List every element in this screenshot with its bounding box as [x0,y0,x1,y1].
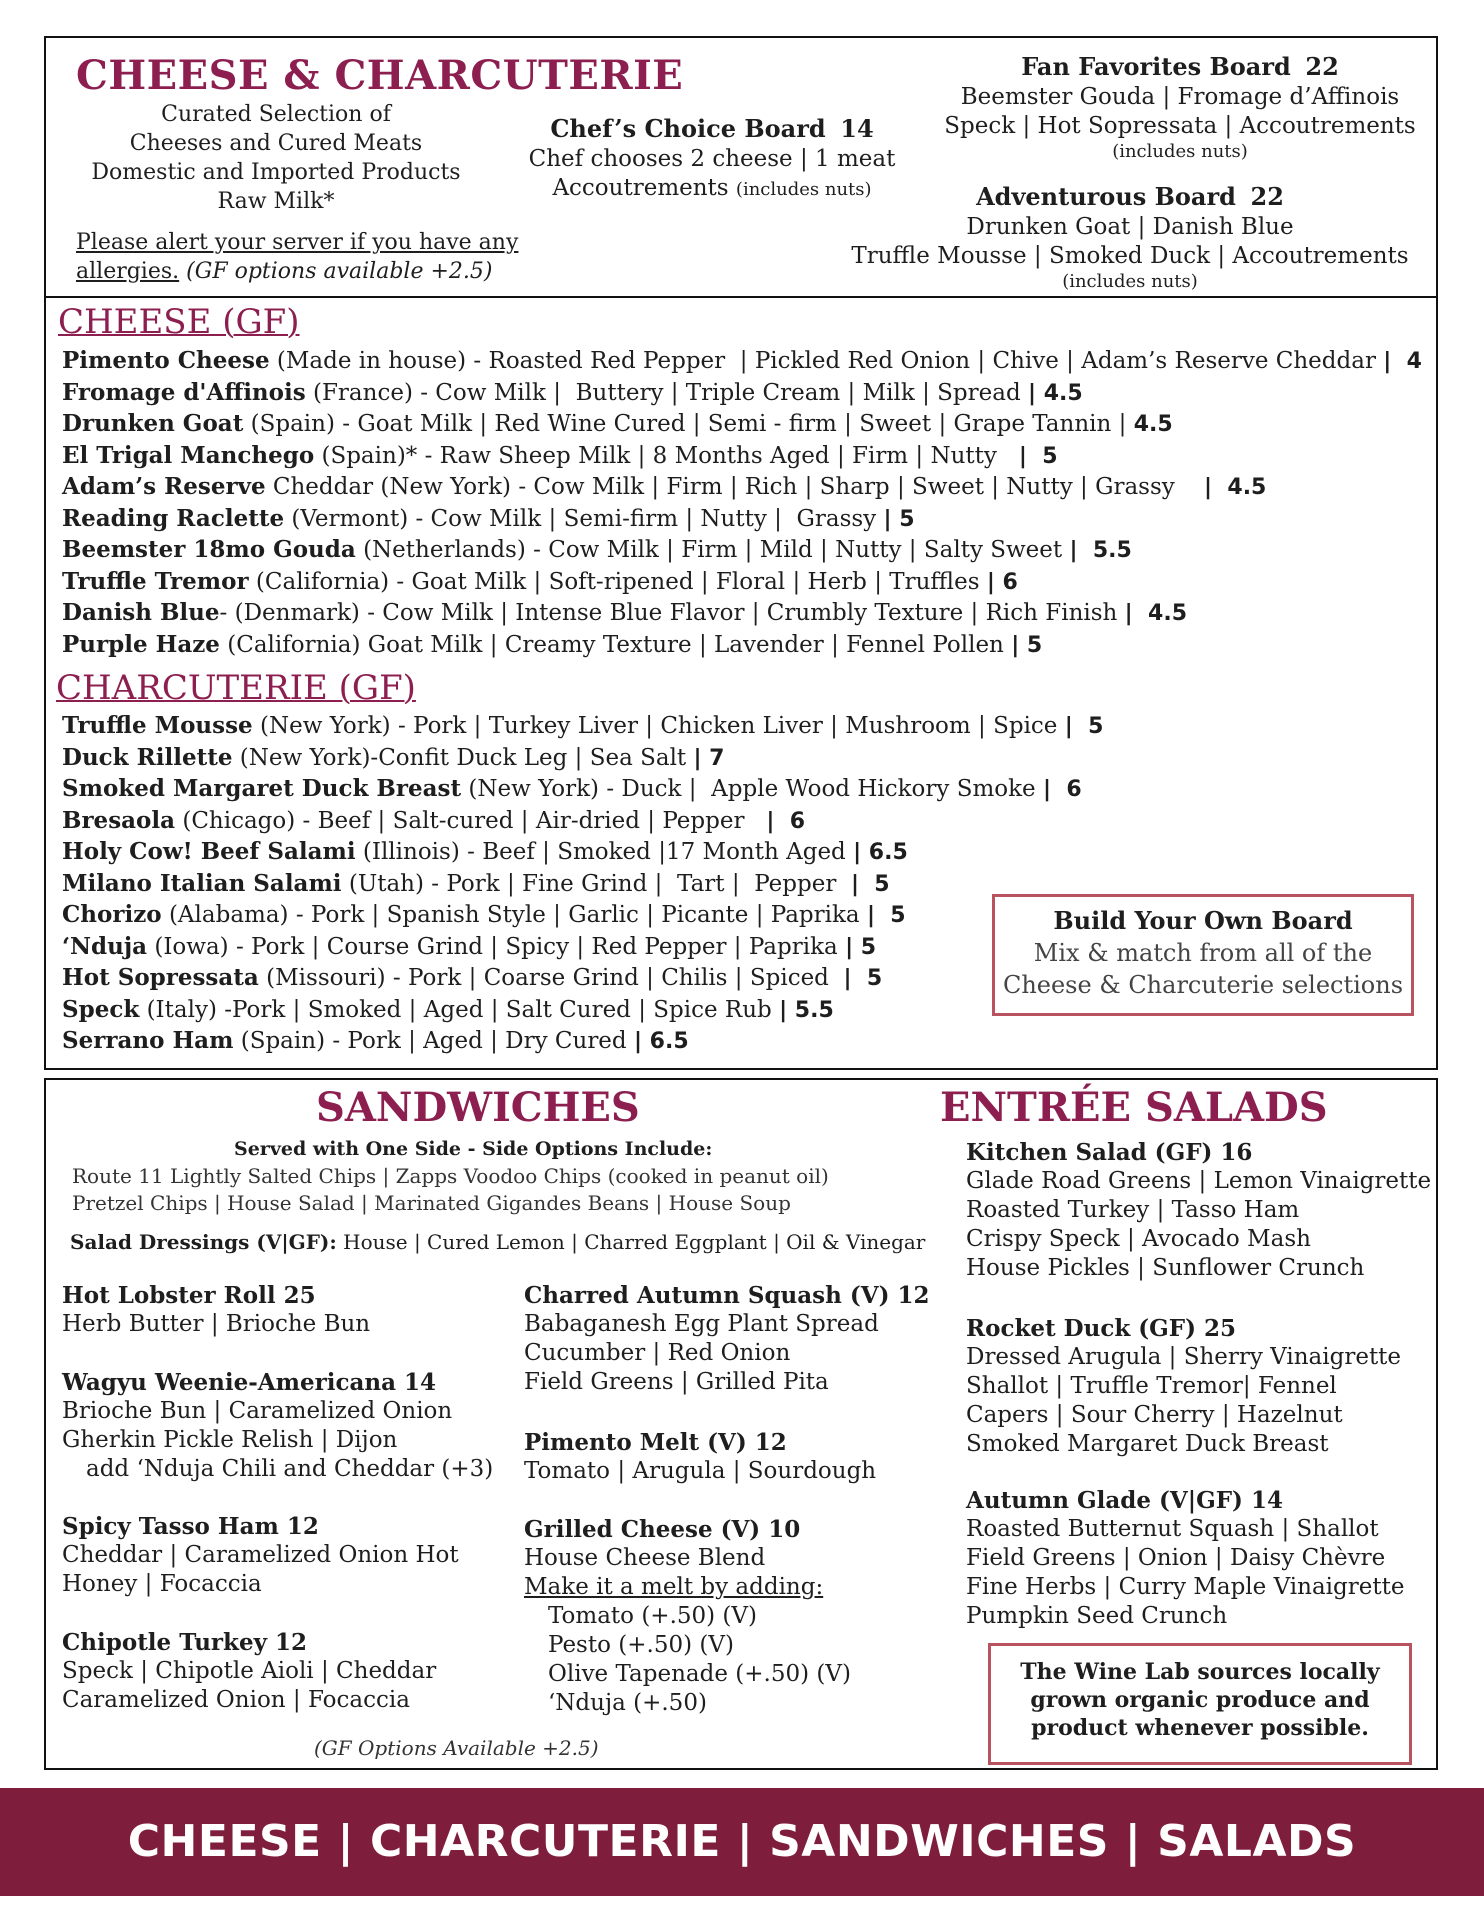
sandwich-name: Charred Autumn Squash (V) 12 [524,1282,930,1309]
item-description: (New York)-Confit Duck Leg | Sea Salt [232,744,694,771]
item-price: | 5.5 [779,997,834,1023]
item-price: | 6.5 [633,1029,689,1054]
item-description: (Vermont) - Cow Milk | Semi-firm | Nutty | Grassy [284,505,884,532]
salads-heading: ENTRÉE SALADS [940,1084,1328,1131]
sandwich-desc: Cheddar | Caramelized Onion Hot [62,1542,459,1568]
sandwich-desc: Speck | Chipotle Aioli | Cheddar [62,1658,437,1684]
adventurous-board [830,182,1430,293]
page-title: CHEESE & CHARCUTERIE [76,52,684,99]
item-name: Adam’s Reserve [62,473,266,500]
salad-desc: Roasted Butternut Squash | Shallot [966,1516,1379,1542]
item-description: (Utah) - Pork | Fine Grind | Tart | Pepper [341,870,851,897]
item-name: El Trigal Manchego [62,441,315,469]
item-description: (New York) - Duck | Apple Wood Hickory Smoke [461,776,1043,802]
menu-item-row [62,503,1422,535]
item-description: Cheddar (New York) - Cow Milk | Firm | Rich | Sharp | Sweet | Nutty | Grassy [265,474,1205,500]
cheese-list [62,345,1422,660]
sides-line: Pretzel Chips | House Salad | Marinated Gigandes Beans | House Soup [72,1191,791,1215]
charcuterie-list [62,710,1103,1057]
sandwich-item [524,1281,930,1397]
allergy-alert-text: Please alert your server if you have any allergies. [76,230,519,284]
salad-desc: Field Greens | Onion | Daisy Chèvre [966,1545,1386,1571]
item-price: | 5.5 [1069,538,1132,563]
callout-line: Cheese & Charcuterie selections [1002,971,1404,999]
dressings-label: Salad Dressings (V|GF): [70,1230,337,1254]
melt-option: Tomato (+.50) (V) [548,1603,757,1629]
board-line: Speck | Hot Sopressata | Accoutrements [944,113,1416,139]
item-name: Duck Rillette [62,743,233,771]
salad-desc: Roasted Turkey | Tasso Ham [966,1197,1300,1223]
item-description: (Alabama) - Pork | Spanish Style | Garlic | Picante | Paprika [161,902,867,928]
item-name: Bresaola [62,806,176,834]
item-price: | 4.5 [1204,475,1267,500]
callout-line: Mix & match from all of the [1033,939,1373,967]
salad-desc: Smoked Margaret Duck Breast [966,1431,1329,1457]
menu-item-row [62,868,1103,900]
sandwich-name: Grilled Cheese (V) 10 [524,1516,801,1543]
sandwich-desc: Babaganesh Egg Plant Spread [524,1311,879,1337]
board-name: Adventurous Board [976,182,1236,211]
menu-item-row [62,742,1103,774]
item-description: (California) Goat Milk | Creamy Texture | Lavender | Fennel Pollen [219,631,1012,658]
sourcing-line: grown organic produce and [1030,1687,1370,1713]
item-price: | 5 [1064,714,1104,739]
sandwich-desc: Gherkin Pickle Relish | Dijon [62,1427,398,1453]
item-name: Reading Raclette [62,504,285,532]
board-price: 14 [840,114,874,143]
item-price: | 4 [1383,349,1422,374]
menu-item-row [62,345,1422,377]
footer-text: CHEESE | CHARCUTERIE | SANDWICHES | SALADS [127,1816,1357,1867]
melt-option: ‘Nduja (+.50) [548,1690,707,1716]
menu-item-row [62,710,1103,742]
item-price: | 5 [843,966,883,991]
menu-item-row [62,534,1422,566]
sandwiches-heading: SANDWICHES [316,1084,640,1131]
item-price: | 4.5 [1028,380,1083,406]
sourcing-line: product whenever possible. [1031,1715,1369,1741]
item-name: ‘Nduja [62,932,148,960]
board-line: Beemster Gouda | Fromage d’Affinois [960,84,1400,110]
sandwich-item [62,1628,436,1715]
item-name: Truffle Tremor [62,567,249,595]
item-price: | 5 [883,506,915,532]
item-description: (Spain)* - Raw Sheep Milk | 8 Months Aged | Firm | Nutty [314,442,1019,469]
sandwich-name: Spicy Tasso Ham 12 [62,1513,319,1540]
item-price: | 4.5 [1124,601,1187,626]
sandwich-desc: Herb Butter | Brioche Bun [62,1311,371,1337]
board-note: (includes nuts) [735,179,872,200]
sandwich-desc: Tomato | Arugula | Sourdough [524,1458,877,1484]
sandwich-desc: Field Greens | Grilled Pita [524,1369,829,1395]
menu-item-row [62,931,1103,963]
sandwich-name: Pimento Melt (V) 12 [524,1429,787,1456]
dressings-line [70,1230,925,1254]
item-description: (Made in house) - Roasted Red Pepper | Pickled Red Onion | Chive | Adam’s Reserve Cheddar [269,348,1384,374]
board-note: (includes nuts) [1062,271,1198,292]
salad-desc: House Pickles | Sunflower Crunch [966,1255,1365,1281]
item-price: | 6 [986,569,1018,595]
gf-options-note: (GF options available +2.5) [186,259,493,284]
item-name: Danish Blue [62,599,220,626]
item-price: | 5 [1018,443,1058,469]
sandwich-name: Hot Lobster Roll 25 [62,1282,316,1309]
sourcing-callout [988,1643,1412,1765]
build-your-own-callout [992,894,1414,1016]
item-name: Hot Sopressata [62,964,259,991]
allergy-alert [76,228,536,286]
item-description: (Spain) - Pork | Aged | Dry Cured [233,1028,634,1054]
item-price: | 5 [850,871,890,897]
menu-item-row [62,773,1103,805]
menu-item-row [62,629,1422,661]
menu-item-row [62,1025,1103,1057]
sandwich-desc: Honey | Focaccia [62,1571,262,1597]
board-price: 22 [1250,182,1284,211]
served-with-note: Served with One Side - Side Options Include: [234,1138,713,1160]
salad-desc: Shallot | Truffle Tremor| Fennel [966,1373,1337,1399]
sandwich-desc: House Cheese Blend [524,1545,766,1571]
fan-favorites-board [930,52,1430,163]
item-description: (Spain) - Goat Milk | Red Wine Cured | Semi - firm | Sweet | Grape Tannin | [243,411,1134,437]
sandwich-addon: add ‘Nduja Chili and Cheddar (+3) [86,1456,494,1482]
salad-desc: Glade Road Greens | Lemon Vinaigrette [966,1168,1432,1194]
sandwich-item [524,1515,851,1718]
sandwich-item [62,1512,459,1599]
sandwich-name: Chipotle Turkey 12 [62,1629,307,1656]
menu-item-row [62,471,1422,503]
item-price: | 6 [766,808,806,834]
item-description: - (Denmark) - Cow Milk | Intense Blue Flavor | Crumbly Texture | Rich Finish [219,600,1125,626]
board-name: Chef’s Choice Board [550,114,826,143]
sides-line: Route 11 Lightly Salted Chips | Zapps Voodoo Chips (cooked in peanut oil) [72,1164,829,1188]
salad-desc: Dressed Arugula | Sherry Vinaigrette [966,1344,1402,1370]
sourcing-line: The Wine Lab sources locally [1020,1659,1380,1685]
menu-item-row [62,566,1422,598]
sandwich-item [62,1368,493,1484]
item-name: Fromage d'Affinois [62,378,306,406]
item-name: Speck [62,995,140,1023]
item-name: Serrano Ham [62,1027,234,1054]
melt-option: Pesto (+.50) (V) [548,1632,734,1658]
item-name: Smoked Margaret Duck Breast [62,775,462,802]
item-description: (Illinois) - Beef | Smoked |17 Month Aged [355,839,854,865]
salad-desc: Pumpkin Seed Crunch [966,1603,1228,1629]
salad-item [966,1486,1404,1631]
menu-item-row [62,597,1422,629]
item-name: Chorizo [62,901,162,928]
charcuterie-heading: CHARCUTERIE (GF) [56,668,416,708]
sandwich-name: Wagyu Weenie-Americana 14 [62,1369,436,1396]
melt-option: Olive Tapenade (+.50) (V) [548,1661,851,1687]
item-name: Purple Haze [62,630,220,658]
item-description: (New York) - Pork | Turkey Liver | Chicken Liver | Mushroom | Spice [252,713,1065,739]
salad-item [966,1138,1431,1283]
board-line: Truffle Mousse | Smoked Duck | Accoutrements [851,243,1409,269]
item-price: | 6.5 [853,840,908,865]
menu-item-row [62,408,1422,440]
item-description: (Chicago) - Beef | Salt-cured | Air-dried | Pepper [175,807,767,834]
board-name: Fan Favorites Board [1021,52,1291,81]
desc-line: Raw Milk* [217,189,335,214]
sandwich-item [524,1428,876,1486]
board-price: 22 [1305,52,1339,81]
menu-item-row [62,805,1103,837]
desc-line: Cheeses and Cured Meats [129,131,423,156]
salad-name: Kitchen Salad (GF) 16 [966,1139,1253,1166]
salad-name: Autumn Glade (V|GF) 14 [966,1487,1283,1514]
menu-item-row [62,962,1103,994]
sandwich-desc: Cucumber | Red Onion [524,1340,791,1366]
item-name: Holy Cow! Beef Salami [62,838,356,865]
section-divider [44,296,1438,298]
salad-desc: Fine Herbs | Curry Maple Vinaigrette [966,1574,1405,1600]
sandwich-item [62,1281,370,1339]
sandwich-desc: Brioche Bun | Caramelized Onion [62,1398,453,1424]
item-description: (California) - Goat Milk | Soft-ripened | Floral | Herb | Truffles [248,568,987,595]
board-line: Chef chooses 2 cheese | 1 meat [528,146,896,172]
dressings-list: House | Cured Lemon | Charred Eggplant | Oil & Vinegar [336,1230,926,1254]
item-description: (Iowa) - Pork | Course Grind | Spicy | Red Pepper | Paprika [147,933,846,960]
board-line: Drunken Goat | Danish Blue [966,214,1294,240]
item-price: | 5 [845,934,877,960]
item-price: | 7 [693,745,725,771]
item-description: (Netherlands) - Cow Milk | Firm | Mild | Nutty | Salty Sweet [355,537,1070,563]
board-line: Accoutrements [552,175,729,201]
menu-item-row [62,377,1422,409]
salad-name: Rocket Duck (GF) 25 [966,1315,1237,1342]
salad-item [966,1314,1401,1459]
item-name: Beemster 18mo Gouda [62,536,356,563]
item-description: (Missouri) - Pork | Coarse Grind | Chilis | Spiced [258,965,844,991]
footer-banner [0,1788,1484,1896]
item-name: Drunken Goat [62,410,244,437]
cheese-heading: CHEESE (GF) [58,302,300,342]
sandwich-desc: Caramelized Onion | Focaccia [62,1687,410,1713]
item-name: Pimento Cheese [62,347,270,374]
callout-title: Build Your Own Board [1053,906,1353,935]
header-description [76,100,476,216]
item-description: (France) - Cow Milk | Buttery | Triple Cream | Milk | Spread [305,379,1028,406]
item-price: | 6 [1042,777,1082,802]
menu-item-row [62,994,1103,1026]
item-description: (Italy) -Pork | Smoked | Aged | Salt Cured | Spice Rub [139,996,780,1023]
melt-label: Make it a melt by adding: [524,1574,824,1600]
item-price: | 5 [1011,632,1043,658]
desc-line: Domestic and Imported Products [91,160,461,185]
menu-item-row [62,836,1103,868]
item-name: Truffle Mousse [62,712,253,739]
sandwich-gf-note: (GF Options Available +2.5) [314,1736,599,1760]
salad-desc: Crispy Speck | Avocado Mash [966,1226,1311,1252]
board-note: (includes nuts) [1112,141,1248,162]
salad-desc: Capers | Sour Cherry | Hazelnut [966,1402,1343,1428]
menu-item-row [62,899,1103,931]
item-price: | 5 [866,903,906,928]
menu-item-row [62,440,1422,472]
desc-line: Curated Selection of [161,102,391,127]
item-price: 4.5 [1133,412,1173,437]
item-name: Milano Italian Salami [62,869,342,897]
